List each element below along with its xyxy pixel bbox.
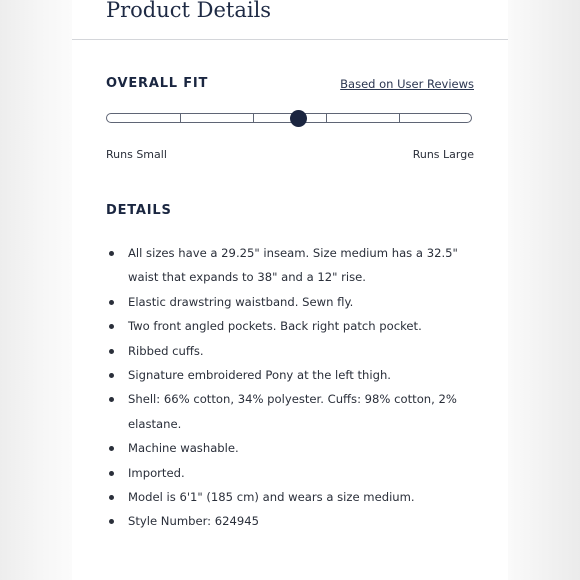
fit-scale-tick (326, 114, 327, 122)
fit-scale-tick (399, 114, 400, 122)
bullet-icon (109, 373, 114, 378)
user-reviews-link[interactable]: Based on User Reviews (340, 77, 474, 91)
product-details-panel (72, 0, 508, 580)
details-heading: DETAILS (106, 203, 172, 218)
runs-small-label: Runs Small (106, 148, 167, 161)
list-item-text: Machine washable. (128, 441, 239, 456)
list-item-text: Shell: 66% cotton, 34% polyester. Cuffs: 98% cotton, 2% elastane. (128, 392, 457, 431)
list-item (106, 461, 478, 485)
list-item-text: All sizes have a 29.25" inseam. Size medium has a 32.5" waist that expands to 38" and a 12" rise. (128, 246, 458, 285)
list-item (106, 363, 478, 387)
bullet-icon (109, 300, 114, 305)
fit-scale-tick (180, 114, 181, 122)
list-item-text: Model is 6'1" (185 cm) and wears a size medium. (128, 490, 415, 505)
bullet-icon (109, 471, 114, 476)
header-divider (72, 39, 508, 40)
background-left (0, 0, 72, 580)
list-item (106, 314, 478, 338)
page-title: Product Details (106, 0, 272, 22)
bullet-icon (109, 519, 114, 524)
list-item (106, 436, 478, 460)
list-item (106, 290, 478, 314)
bullet-icon (109, 324, 114, 329)
background-right (508, 0, 580, 580)
list-item-text: Signature embroidered Pony at the left thigh. (128, 368, 391, 383)
list-item-text: Two front angled pockets. Back right patch pocket. (128, 319, 422, 334)
fit-indicator-dot (290, 110, 307, 127)
details-list (106, 241, 478, 534)
bullet-icon (109, 251, 114, 256)
bullet-icon (109, 349, 114, 354)
list-item-text: Elastic drawstring waistband. Sewn fly. (128, 294, 354, 309)
list-item (106, 387, 478, 436)
list-item (106, 485, 478, 509)
overall-fit-heading: OVERALL FIT (106, 76, 209, 91)
bullet-icon (109, 446, 114, 451)
fit-scale-tick (253, 114, 254, 122)
bullet-icon (109, 495, 114, 500)
list-item-text: Imported. (128, 465, 185, 480)
list-item (106, 339, 478, 363)
list-item (106, 509, 478, 533)
list-item (106, 241, 478, 290)
list-item-text: Style Number: 624945 (128, 514, 260, 529)
list-item-text: Ribbed cuffs. (128, 343, 204, 358)
runs-large-label: Runs Large (412, 148, 474, 161)
bullet-icon (109, 397, 114, 402)
